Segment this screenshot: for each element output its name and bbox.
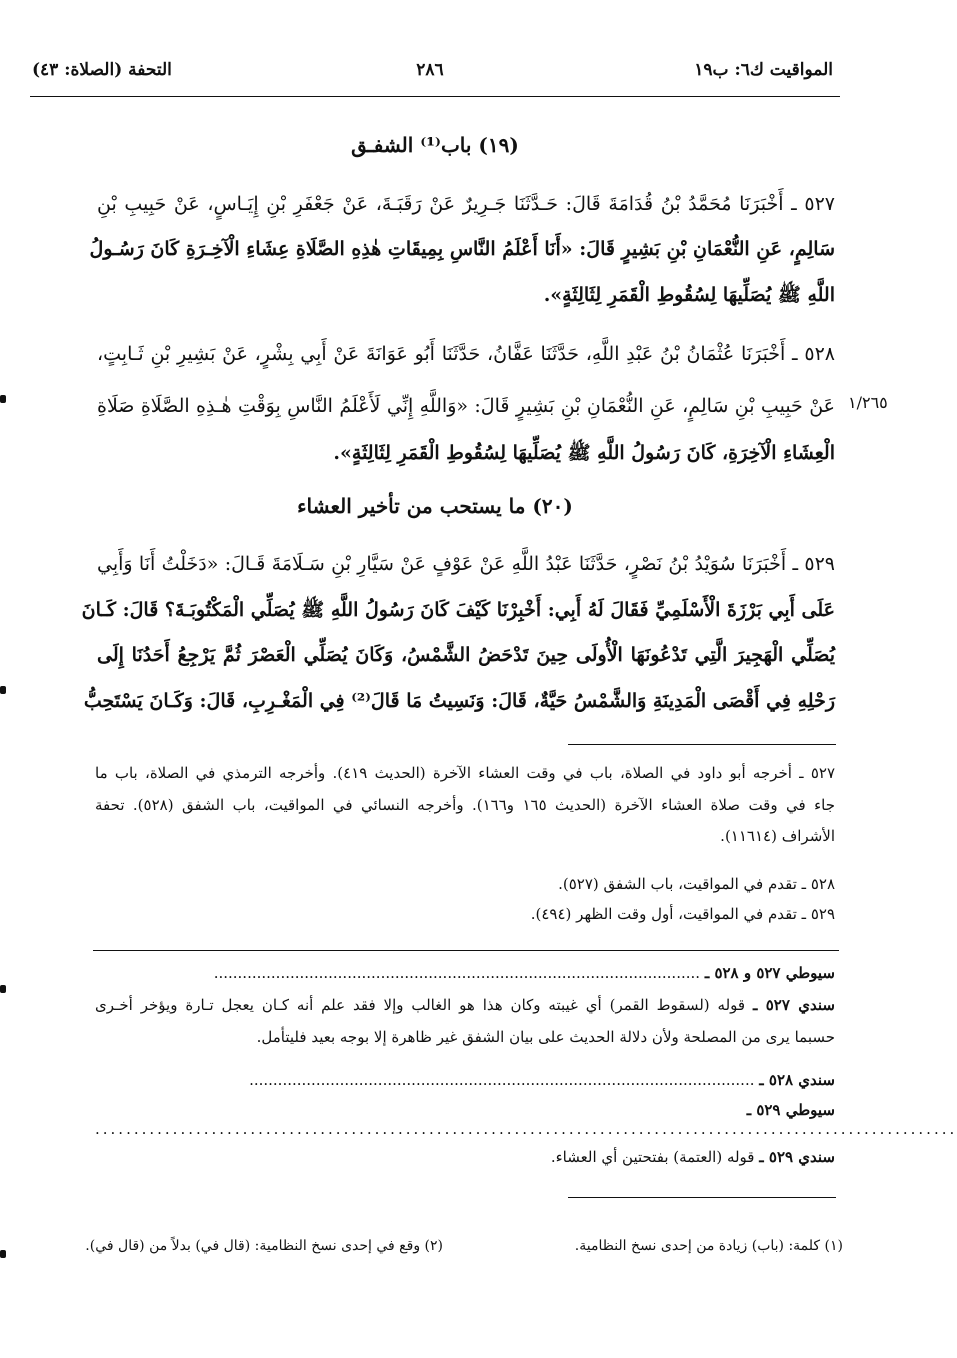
commentary-label: سندي ٥٢٩ ـ	[759, 1148, 835, 1166]
dot-leader: ...............................................................................................................	[95, 1120, 957, 1138]
hadith-528-line-2: عَنْ حَبِيبِ بْنِ سَالِمٍ، عَنِ النُّعْمَانِ بْنِ بَشِيرٍ قَالَ: «وَاللَّهِ إِنِّي لَأَعْلَمُ النَّاسِ بِوَقْتِ هٰـذِهِ الصَّلَاةِ صَلَاةِ	[97, 395, 835, 417]
commentary-row-sindi-528	[95, 1071, 835, 1089]
commentary-row-suyuti-529-dots	[95, 1120, 957, 1138]
running-header-reference: التحفة (الصلاة: ٤٣)	[32, 60, 172, 80]
bottom-note-2: (٢) وقع في إحدى نسخ النظامية: (قال في) بدلاً من (قال في).	[85, 1238, 443, 1254]
commentary-label: سندي ٥٢٧ ـ	[752, 996, 835, 1014]
commentary-row-suyuti-527-528	[95, 964, 835, 982]
commentary-rule	[93, 950, 839, 951]
footnote-rule	[568, 744, 836, 745]
footnote-527-line-1: ٥٢٧ ـ أخرجه أبو داود في الصلاة، باب في وقت العشاء الآخرة (الحديث ٤١٩). وأخرجه الترمذي في الصلاة، باب ما	[95, 764, 835, 782]
footnote-527-line-3: الأشراف (١١٦١٤).	[720, 827, 835, 845]
commentary-label: سيوطي ٥٢٧ و ٥٢٨ ـ	[704, 964, 835, 982]
header-rule	[30, 96, 840, 97]
page-number: ٢٨٦	[416, 60, 444, 80]
commentary-text: قوله (لسقوط القمر) أي غيبته وكان هذا هو الغالب وإلا فقد علم أنه كـان يعجل تـارة ويؤخر أخـرى	[95, 996, 746, 1014]
section-heading-shafaq: (١٩) باب⁽¹⁾ الشفـق	[351, 133, 519, 157]
footnote-529: ٥٢٩ ـ تقدم في المواقيت، أول وقت الظهر (٤٩٤).	[530, 905, 835, 923]
hadith-529-line-2: عَلَى أَبِي بَرْزَةَ الْأَسْلَمِيِّ فَقَالَ لَهُ أَبِي: أَخْبِرْنَا كَيْفَ كَانَ رَسُولُ اللَّهِ ﷺ يُصَلِّي الْمَكْتُوبَـةَ؟ قَالَ: كَـانَ	[81, 599, 835, 621]
hadith-527-line-2: سَالِمٍ، عَنِ النُّعْمَانِ بْنِ بَشِيرٍ قَالَ: «أَنَا أَعْلَمُ النَّاسِ بِمِيقَاتِ هٰذِهِ الصَّلَاةِ عِشَاءِ الْآخِـرَةِ كَانَ رَسُـولُ	[89, 238, 835, 260]
footnote-527-line-2: جاء في وقت صلاة العشاء الآخرة (الحديث ١٦٥ و١٦٦). وأخرجه النسائي في المواقيت، باب الشفق (٥٢٨). تحفة	[95, 796, 835, 814]
commentary-row-suyuti-529	[95, 1101, 835, 1119]
footnote-528: ٥٢٨ ـ تقدم في المواقيت، باب الشفق (٥٢٧).	[558, 875, 835, 893]
dot-leader: ......................................................................................................	[213, 964, 701, 982]
commentary-row-sindi-527	[95, 996, 835, 1014]
scan-mark	[0, 686, 6, 694]
bottom-notes-rule	[568, 1197, 836, 1198]
bottom-note-1: (١) كلمة: (باب) زيادة من إحدى نسخ النظامية.	[574, 1238, 843, 1254]
commentary-label: سندي ٥٢٨ ـ	[759, 1071, 835, 1089]
hadith-528-line-3: الْعِشَاءِ الْآخِرَةِ، كَانَ رَسُولُ اللَّهِ ﷺ يُصَلِّيهَا لِسُقُوطِ الْقَمَرِ لِثَالِثَةٍ».	[333, 442, 835, 464]
commentary-row-sindi-527-cont: حسبما يرى من المصلحة ولأن دلالة الحديث على بيان الشفق غير ظاهرة إلا بوجه بعيد فليتأمل.	[256, 1028, 835, 1046]
commentary-text: قوله (العتمة) بفتحتين أي العشاء.	[550, 1148, 755, 1166]
hadith-528-line-1: ٥٢٨ ـ أَخْبَرَنَا عُثْمَانُ بْنُ عَبْدِ اللَّهِ، حَدَّثَنَا عَفَّانُ، حَدَّثَنَا أَبُو عَوَانَةَ عَنْ أَبِي بِشْرٍ، عَنْ بَشِيرِ بْنِ ثَـابِتٍ،	[97, 343, 835, 365]
commentary-row-sindi-529	[95, 1148, 835, 1166]
dot-leader: ..........................................................................................................	[249, 1071, 755, 1089]
hadith-527-line-1: ٥٢٧ ـ أَخْبَرَنَا مُحَمَّدُ بْنُ قُدَامَةَ قَالَ: حَـدَّثَنَا جَـرِيرٌ عَنْ رَقَبَـةَ، عَنْ جَعْفَرِ بْنِ إِيَـاسٍ، عَنْ حَبِيبِ بْنِ	[97, 193, 835, 215]
scan-mark	[0, 1250, 6, 1258]
hadith-529-line-1: ٥٢٩ ـ أَخْبَرَنَا سُوَيْدُ بْنُ نَصْرٍ، حَدَّثَنَا عَبْدُ اللَّهِ عَنْ عَوْفٍ عَنْ سَيَّارِ بْنِ سَـلَامَةَ قَـالَ: «دَخَلْتُ أَنَا وَأَبِي	[97, 553, 835, 575]
scan-mark	[0, 985, 6, 993]
running-header-chapter: المواقيت ك٦: ب١٩	[694, 60, 833, 80]
section-heading-delay-isha: (٢٠) ما يستحب من تأخير العشاء	[297, 494, 573, 518]
hadith-527-line-3: اللَّهِ ﷺ يُصَلِّيهَا لِسُقُوطِ الْقَمَرِ لِثَالِثَةٍ».	[543, 284, 835, 306]
hadith-529-line-3: يُصَلِّي الْهَجِيرَ الَّتِي تَدْعُونَهَا الْأُولَى حِينَ تَدْحَضُ الشَّمْسُ، وَكَانَ يُصَلِّي الْعَصْرَ ثُمَّ يَرْجِعُ أَحَدُنَا إِلَى	[97, 644, 835, 666]
margin-reference: ١/٢٦٥	[848, 393, 888, 412]
scan-mark	[0, 395, 6, 403]
hadith-529-line-4: رَحْلِهِ فِي أَقْصَى الْمَدِينَةِ وَالشَّمْسُ حَيَّةٌ، قَالَ: وَنَسِيتُ مَا قَالَ⁽²⁾ فِي الْمَغْـرِبِ، قَالَ: وَكَـانَ يَسْتَحِبُّ	[83, 690, 835, 712]
commentary-label: سيوطي ٥٢٩ ـ	[746, 1101, 835, 1119]
